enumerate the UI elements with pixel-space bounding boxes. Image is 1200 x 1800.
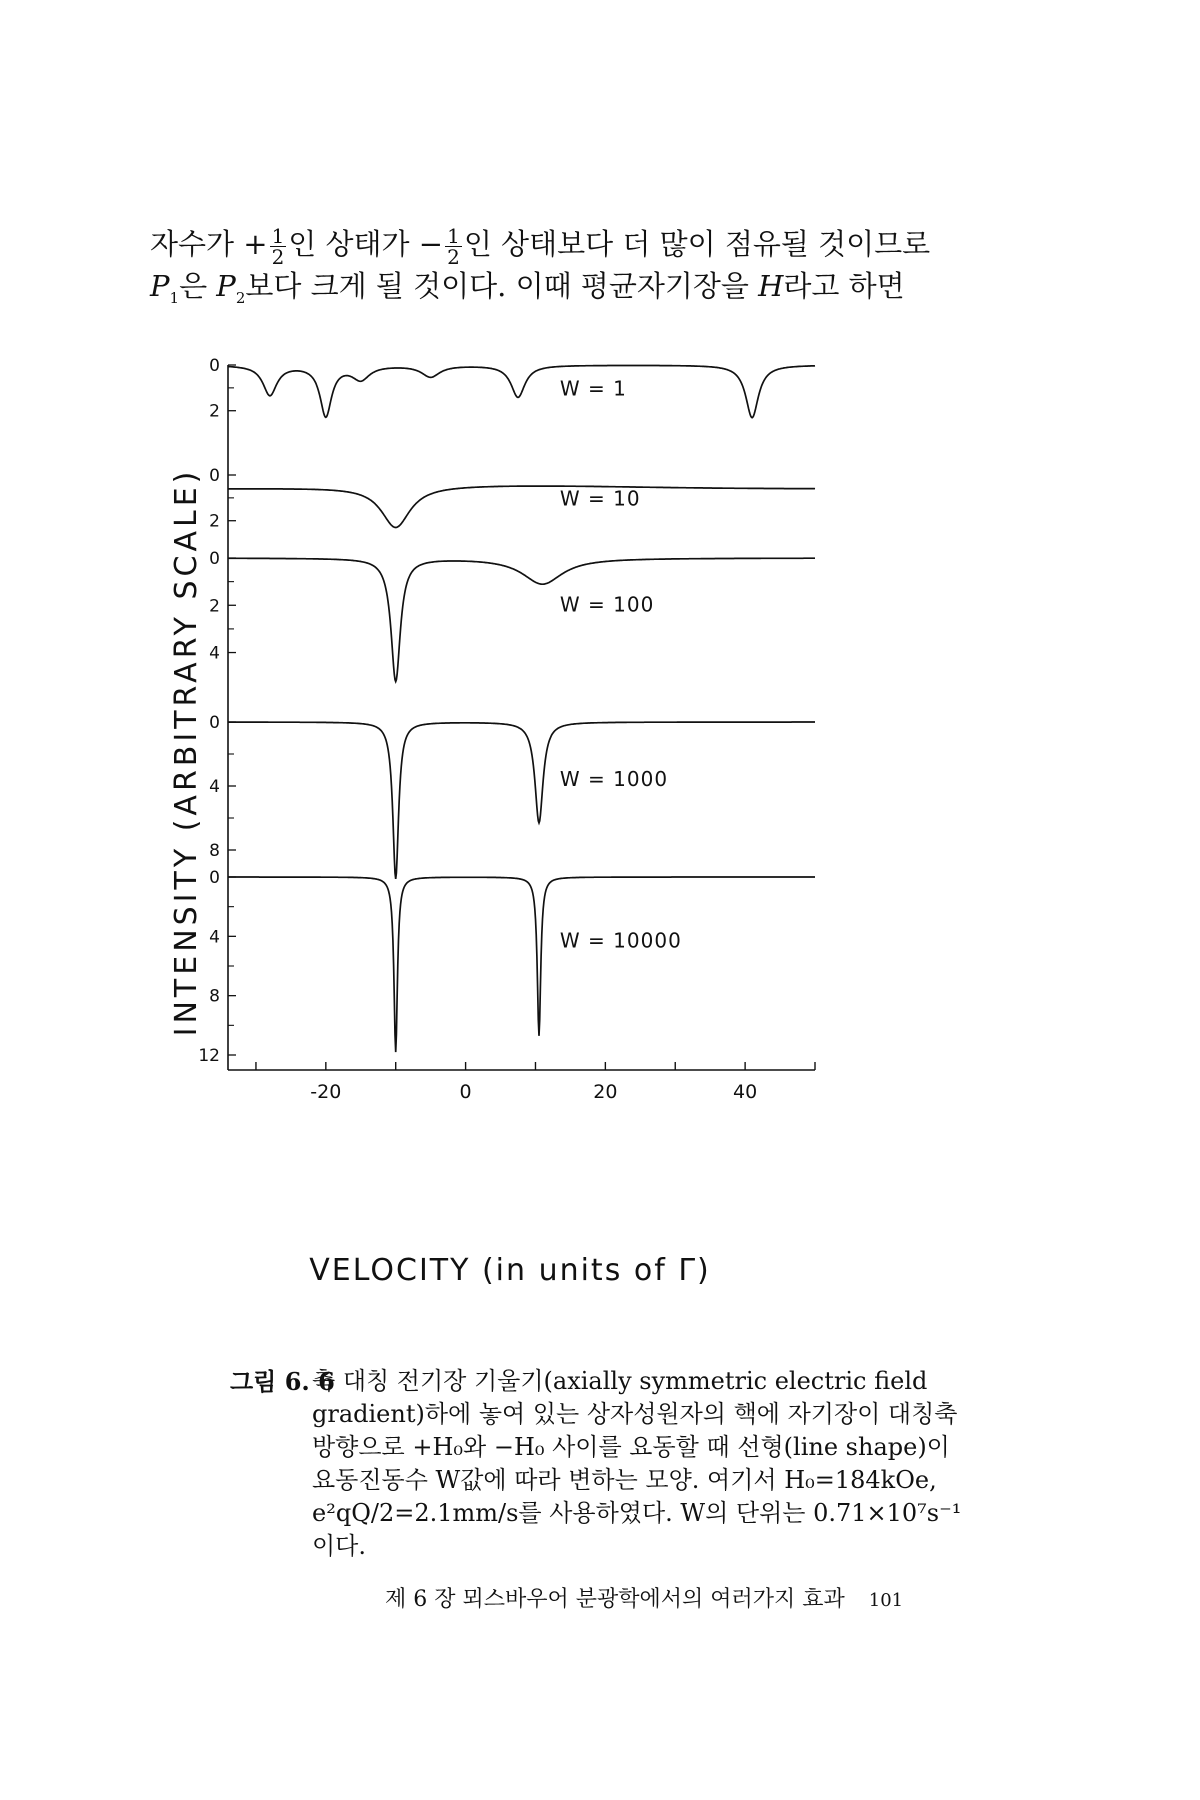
x-tick-label: 40 xyxy=(733,1081,758,1103)
fraction-numerator: 1 xyxy=(447,223,460,248)
x-tick-label: 0 xyxy=(459,1081,472,1103)
mossbauer-spectra-figure xyxy=(140,356,960,1320)
figure-axes xyxy=(228,365,815,1070)
caption-line: 요동진동수 W값에 따라 변하는 모양. 여기서 H₀=184kOe, xyxy=(312,1466,937,1494)
intro-line-2 xyxy=(150,267,1010,317)
subscript: 1 xyxy=(169,288,180,307)
page-footer xyxy=(385,1582,903,1613)
caption-line: 축 대칭 전기장 기울기(axially symmetric electric field xyxy=(312,1367,928,1395)
page-number: 101 xyxy=(868,1590,904,1611)
y-tick-label: 2 xyxy=(209,401,220,422)
symbol-p1: P xyxy=(150,268,170,303)
fraction-half xyxy=(270,223,287,269)
y-tick-label: 4 xyxy=(209,777,220,797)
caption-line: 이다. xyxy=(312,1532,366,1560)
fraction-half xyxy=(445,223,462,269)
intro-paragraph xyxy=(150,225,1010,316)
x-axis-label: VELOCITY (in units of Γ) xyxy=(309,1253,711,1288)
caption-line: gradient)하에 놓여 있는 상자성원자의 핵에 자기장이 대칭축 xyxy=(312,1400,958,1428)
y-tick-label: 0 xyxy=(209,868,220,888)
intro-text: 인 상태가 − xyxy=(288,227,444,261)
intro-text: 보다 크게 될 것이다. 이때 평균자기장을 xyxy=(245,268,759,303)
panel-label: W = 1000 xyxy=(559,767,669,791)
fraction-denominator: 2 xyxy=(447,244,460,269)
caption-line: 방향으로 +H₀와 −H₀ 사이를 요동할 때 선형(line shape)이 xyxy=(312,1433,950,1461)
y-tick-label: 8 xyxy=(209,841,220,861)
intro-text: 자수가 + xyxy=(150,227,268,261)
caption-text xyxy=(312,1365,1010,1563)
panel-label: W = 10 xyxy=(559,486,641,511)
intro-line-1 xyxy=(150,225,1010,267)
spectrum-curve xyxy=(228,722,815,879)
spectrum-curve xyxy=(228,486,815,527)
x-tick-label: -20 xyxy=(310,1081,342,1103)
x-tick-label: 20 xyxy=(593,1081,618,1103)
figure-caption xyxy=(230,1365,1010,1563)
y-tick-label: 0 xyxy=(209,549,220,569)
figure-labels xyxy=(198,356,757,1103)
y-tick-label: 0 xyxy=(209,466,220,486)
y-tick-label: 8 xyxy=(209,986,220,1007)
panel-label: W = 1 xyxy=(559,376,627,401)
spectra-curves xyxy=(228,366,815,1053)
spectrum-curve xyxy=(228,366,815,418)
chapter-title: 제 6 장 뫼스바우어 분광학에서의 여러가지 효과 xyxy=(385,1587,845,1612)
symbol-h: H xyxy=(758,268,784,303)
symbol-p2: P xyxy=(216,268,236,303)
spectrum-curve xyxy=(228,877,815,1052)
fraction-numerator: 1 xyxy=(271,223,285,248)
intro-text: 은 xyxy=(179,268,217,303)
subscript: 2 xyxy=(235,288,246,307)
panel-label: W = 10000 xyxy=(559,928,682,953)
y-tick-label: 12 xyxy=(198,1046,220,1066)
fraction-denominator: 2 xyxy=(271,244,285,269)
y-tick-label: 4 xyxy=(209,643,220,664)
figure-number: 그림 6. 6 xyxy=(230,1367,335,1396)
panel-label: W = 100 xyxy=(559,592,655,617)
spectrum-curve xyxy=(228,558,815,681)
caption-line: e²qQ/2=2.1mm/s를 사용하였다. W의 단위는 0.71×10⁷s⁻¹ xyxy=(312,1499,962,1527)
intro-text: 라고 하면 xyxy=(783,268,905,303)
y-tick-label: 4 xyxy=(209,927,220,948)
y-tick-label: 0 xyxy=(209,356,220,376)
y-axis-label: INTENSITY (ARBITRARY SCALE) xyxy=(169,467,204,1037)
y-tick-label: 0 xyxy=(209,713,220,733)
y-tick-label: 2 xyxy=(209,511,220,532)
y-tick-label: 2 xyxy=(209,596,220,617)
intro-text: 인 상태보다 더 많이 점유될 것이므로 xyxy=(463,227,931,261)
